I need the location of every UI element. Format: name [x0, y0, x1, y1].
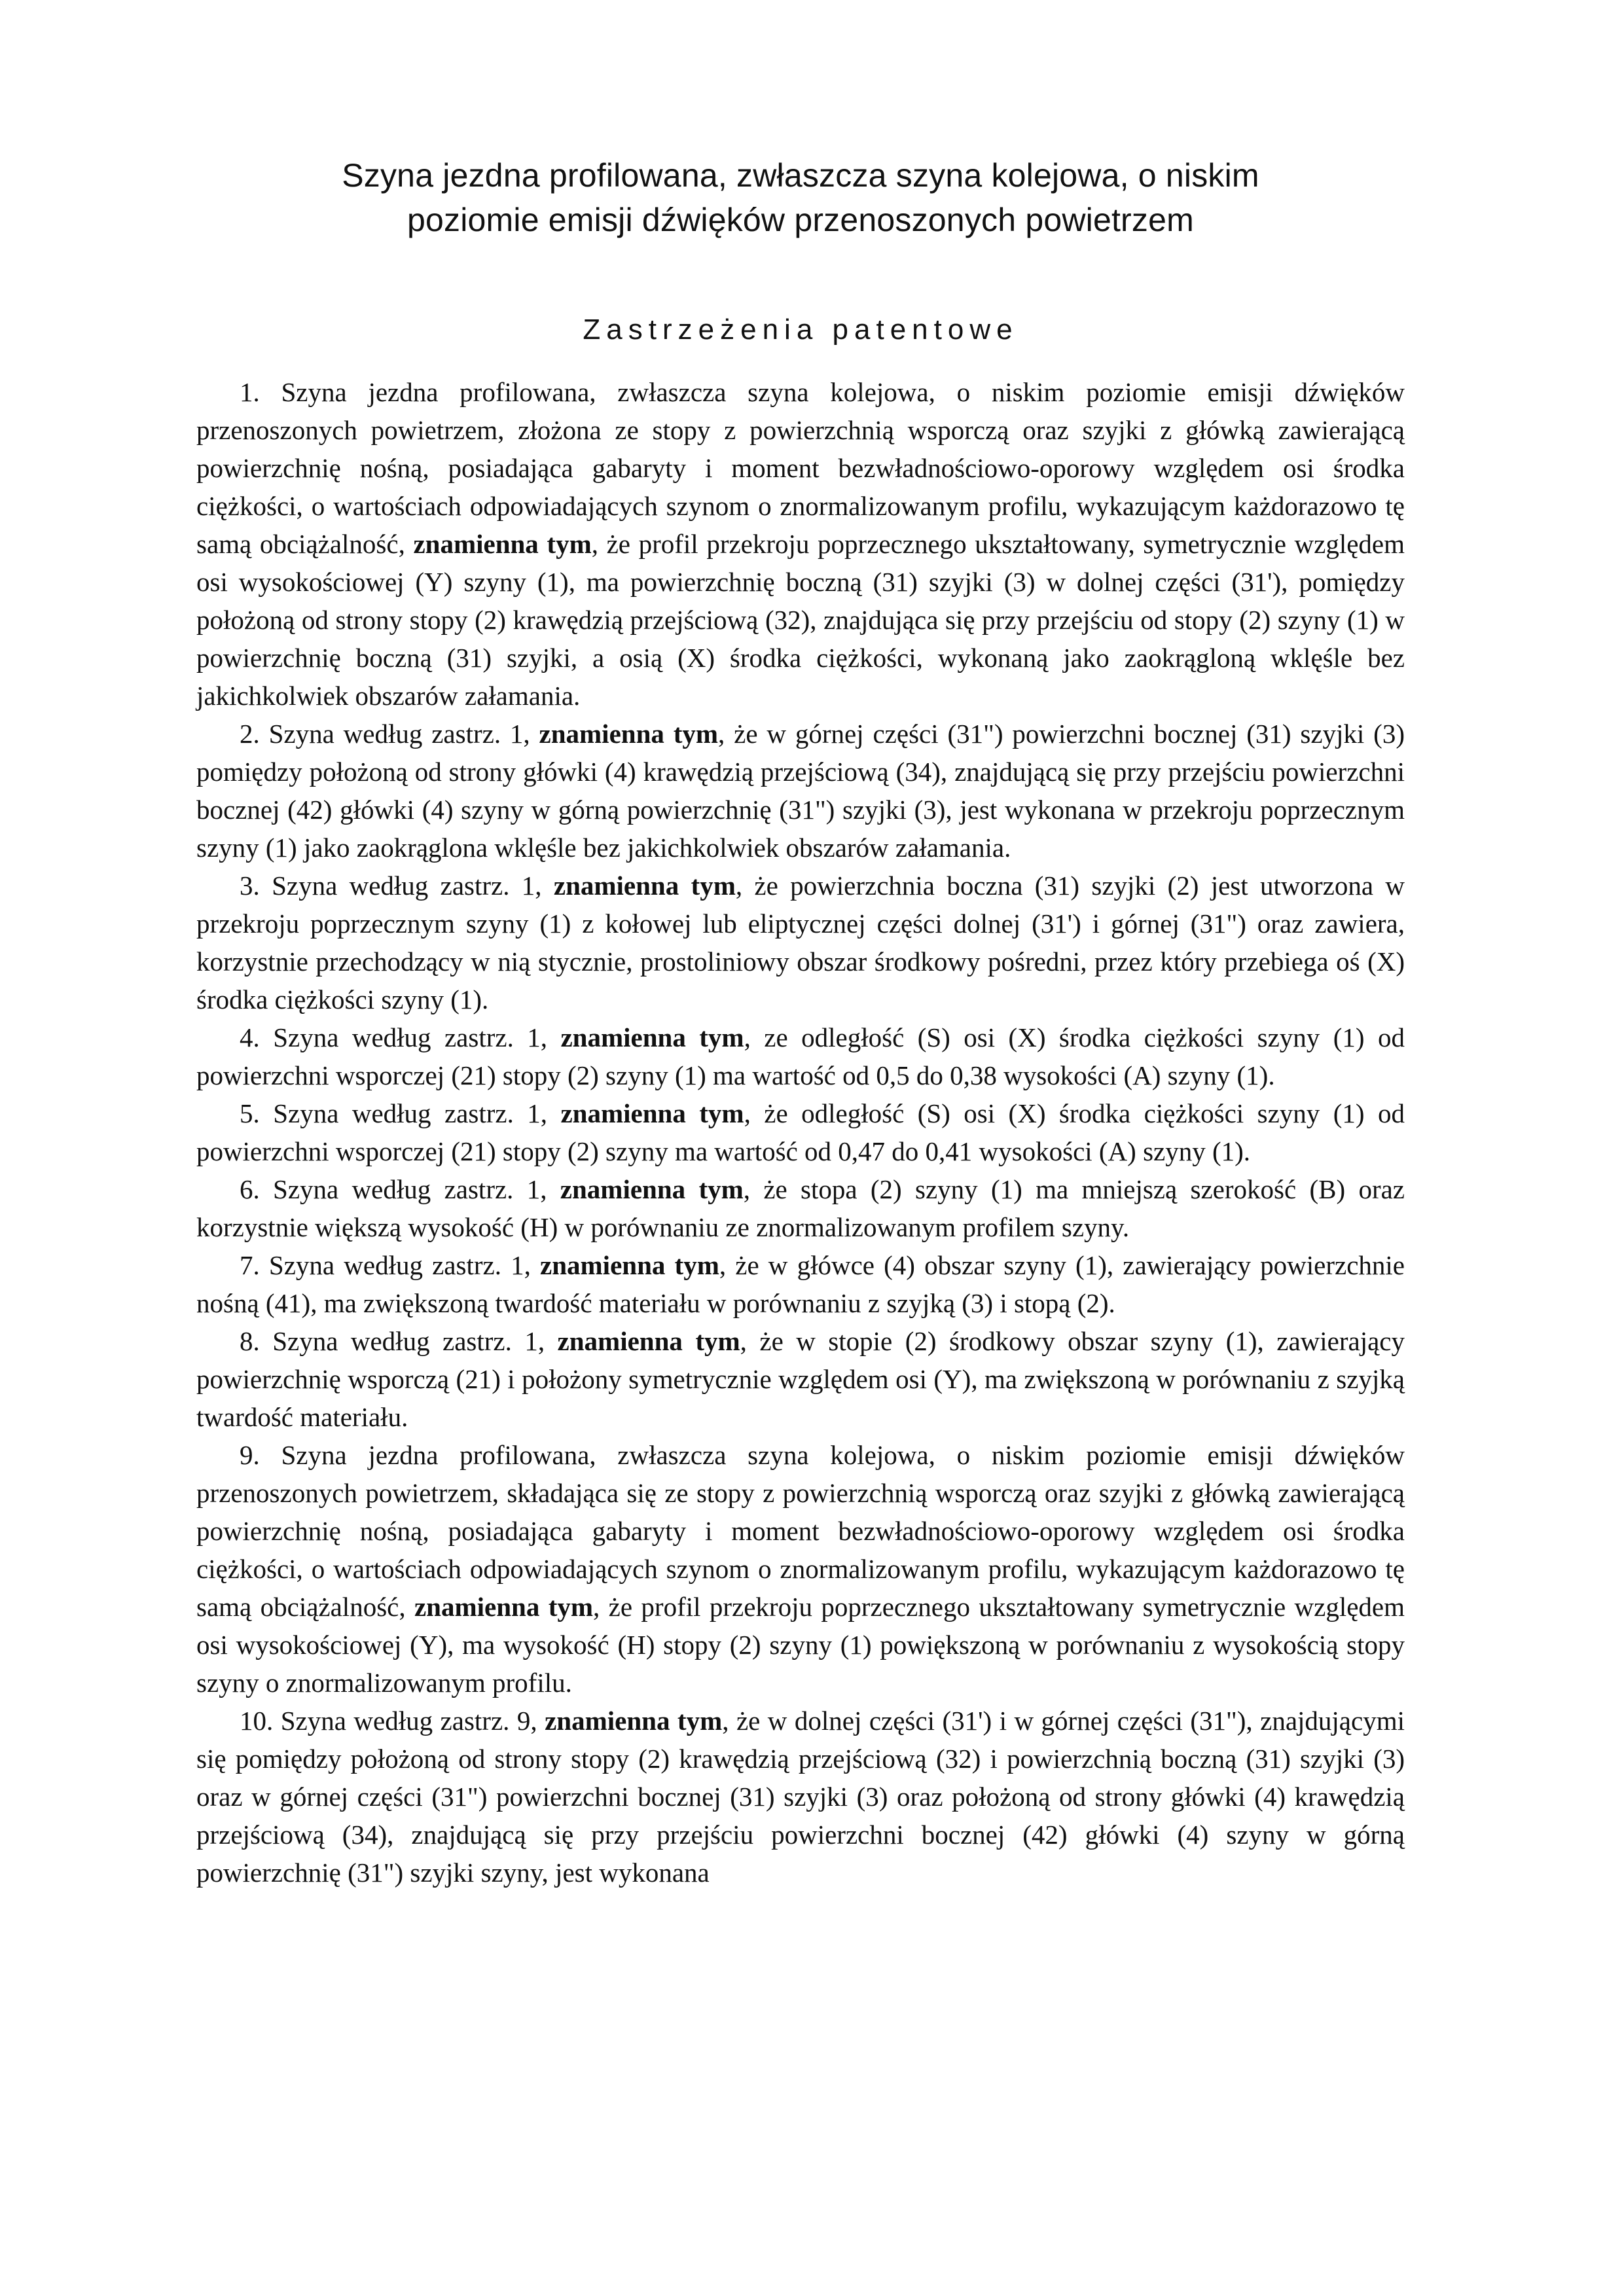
claim-5-text-start: 5. Szyna według zastrz. 1, [240, 1098, 561, 1128]
claim-3-text-end: , że powierzchnia boczna (31) szyjki (2) jest utworzona w przekroju poprzecznym szyny (1) z kołowej lub eliptycznej części dolnej (31') i górnej (31") oraz zawiera, korzystnie przechodzący w nią stycznie, prostoliniowy obszar środkowy pośredni, przez który przebiega oś (X) środka ciężkości szyny (1). [196, 870, 1405, 1014]
claim-2-text-end: , że w górnej części (31") powierzchni bocznej (31) szyjki (3) pomiędzy położoną od strony główki (4) krawędzią przejściową (34), znajdującą się przy przejściu powierzchni bocznej (42) główki (4) szyny w górną powierzchnię (31") szyjki (3), jest wykonana w przekroju poprzecznym szyny (1) jako zaokrąglona wklęśle bez jakichkolwiek obszarów załamania. [196, 719, 1405, 863]
claim-3 [196, 867, 1405, 1018]
claim-4-text-start: 4. Szyna według zastrz. 1, [240, 1022, 561, 1052]
claim-10-emphasis: znamienna tym [545, 1706, 723, 1736]
claim-5-text-end: , że odległość (S) osi (X) środka ciężkości szyny (1) od powierzchni wsporczej (21) stopy (2) szyny ma wartość od 0,47 do 0,41 wysokości (A) szyny (1). [196, 1098, 1405, 1166]
claim-2-emphasis: znamienna tym [539, 719, 719, 749]
section-heading: Zastrzeżenia patentowe [583, 314, 1019, 346]
claim-7 [196, 1246, 1405, 1322]
claim-8-emphasis: znamienna tym [557, 1326, 740, 1356]
claim-8-text-end: , że w stopie (2) środkowy obszar szyny (1), zawierający powierzchnię wsporczą (21) i położony symetrycznie względem osi (Y), ma zwiększoną w porównaniu z szyjką twardość materiału. [196, 1326, 1405, 1432]
title-line-2: poziomie emisji dźwięków przenoszonych powietrzem [407, 202, 1194, 238]
claim-3-emphasis: znamienna tym [553, 870, 736, 901]
claim-7-emphasis: znamienna tym [540, 1250, 719, 1280]
claim-6-text-end: , że stopa (2) szyny (1) ma mniejszą szerokość (B) oraz korzystnie większą wysokość (H) w porównaniu ze znormalizowanym profilem szyny. [196, 1174, 1405, 1242]
claim-1-text-end: , że profil przekroju poprzecznego ukształtowany, symetrycznie względem osi wysokościowej (Y) szyny (1), ma powierzchnię boczną (31) szyjki (3) w dolnej części (31'), pomiędzy położoną od strony stopy (2) krawędzią przejściową (32), znajdująca się przy przejściu od stopy (2) szyny (1) w powierzchnię boczną (31) szyjki, a osią (X) środka ciężkości, wykonaną jako zaokrągloną wklęśle bez jakichkolwiek obszarów załamania. [196, 529, 1405, 711]
claim-6-emphasis: znamienna tym [560, 1174, 744, 1204]
claim-4-emphasis: znamienna tym [560, 1022, 744, 1052]
claim-8-text-start: 8. Szyna według zastrz. 1, [240, 1326, 558, 1356]
document-page [196, 0, 1405, 2296]
claim-1 [196, 373, 1405, 715]
claim-2 [196, 715, 1405, 867]
claim-5-emphasis: znamienna tym [560, 1098, 744, 1128]
claim-8 [196, 1322, 1405, 1436]
claim-10 [196, 1702, 1405, 1892]
claim-1-text-start: 1. Szyna jezdna profilowana, zwłaszcza szyna kolejowa, o niskim poziomie emisji dźwięków przenoszonych powietrzem, złożona ze stopy z powierzchnią wsporczą oraz szyjki z główką zawierającą powierzchnię nośną, posiadająca gabaryty i moment bezwładnościowo-oporowy względem osi środka ciężkości, o wartościach odpowiadających szynom o znormalizowanym profilu, wykazującym każdorazowo tę samą obciążalność, [196, 377, 1405, 559]
claim-9 [196, 1436, 1405, 1702]
document-title [196, 153, 1405, 242]
claim-2-text-start: 2. Szyna według zastrz. 1, [240, 719, 539, 749]
title-line-1: Szyna jezdna profilowana, zwłaszcza szyna kolejowa, o niskim [342, 157, 1259, 194]
claim-4 [196, 1018, 1405, 1094]
claim-9-emphasis: znamienna tym [414, 1592, 594, 1622]
claim-5 [196, 1094, 1405, 1170]
claim-6-text-start: 6. Szyna według zastrz. 1, [240, 1174, 560, 1204]
claim-9-text-start: 9. Szyna jezdna profilowana, zwłaszcza szyna kolejowa, o niskim poziomie emisji dźwięków przenoszonych powietrzem, składająca się ze stopy z powierzchnią wsporczą oraz szyjki z główką zawierającą powierzchnię nośną, posiadająca gabaryty i moment bezwładnościowo-oporowy względem osi środka ciężkości, o wartościach odpowiadających szynom o znormalizowanym profilu, wykazującym każdorazowo tę samą obciążalność, [196, 1440, 1405, 1622]
claim-9-text-end: , że profil przekroju poprzecznego ukształtowany symetrycznie względem osi wysokościowej (Y), ma wysokość (H) stopy (2) szyny (1) powiększoną w porównaniu z wysokością stopy szyny o znormalizowanym profilu. [196, 1592, 1405, 1698]
claim-10-text-start: 10. Szyna według zastrz. 9, [240, 1706, 545, 1736]
claim-1-emphasis: znamienna tym [413, 529, 592, 559]
claim-3-text-start: 3. Szyna według zastrz. 1, [240, 870, 554, 901]
claim-10-text-end: , że w dolnej części (31') i w górnej części (31"), znajdującymi się pomiędzy położoną od strony stopy (2) krawędzią przejściową (32) i powierzchnią boczną (31) szyjki (3) oraz w górnej części (31") powierzchni bocznej (31) szyjki (3) oraz położoną od strony główki (4) krawędzią przejściową (34), znajdującą się przy przejściu powierzchni bocznej (42) główki (4) szyny w górną powierzchnię (31") szyjki szyny, jest wykonana [196, 1706, 1405, 1888]
claim-4-text-end: , ze odległość (S) osi (X) środka ciężkości szyny (1) od powierzchni wsporczej (21) stopy (2) szyny (1) ma wartość od 0,5 do 0,38 wysokości (A) szyny (1). [196, 1022, 1405, 1090]
claim-7-text-end: , że w główce (4) obszar szyny (1), zawierający powierzchnie nośną (41), ma zwiększoną twardość materiału w porównaniu z szyjką (3) i stopą (2). [196, 1250, 1405, 1318]
claim-7-text-start: 7. Szyna według zastrz. 1, [240, 1250, 541, 1280]
claim-6 [196, 1170, 1405, 1246]
claims-list [196, 373, 1405, 1892]
